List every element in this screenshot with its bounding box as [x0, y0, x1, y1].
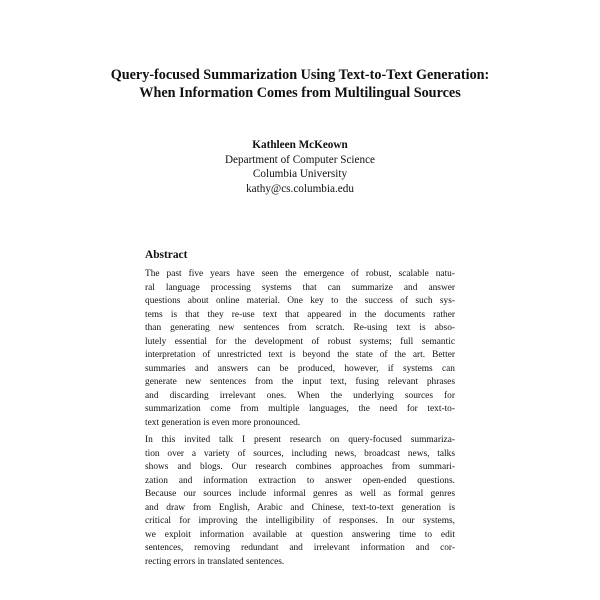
paragraph-line: The past five years have seen the emergence of robust, scalable natu-	[145, 269, 455, 279]
author-block	[100, 138, 500, 196]
paper-title	[40, 66, 560, 102]
paragraph-line: tems is that they re-use text that appeared in the documents rather	[145, 309, 455, 320]
paragraph-line: generate new sentences from the input text, fusing relevant phrases	[145, 377, 455, 388]
paragraph-line: sentences, removing redundant and irrelevant information and cor-	[145, 543, 455, 554]
paragraph-line: zation and information extraction to answer open-ended questions.	[145, 475, 455, 486]
paragraph-line: and discarding irrelevant ones. When the underlying sources for	[145, 390, 455, 401]
paragraph-line: text generation is even more pronounced.	[145, 418, 301, 429]
paragraph-line: summaries and answers can be produced, however, if systems can	[145, 363, 455, 374]
author-university: Columbia University	[252, 168, 348, 180]
author-name: Kathleen McKeown	[252, 139, 348, 151]
abstract-paragraph-1	[145, 268, 455, 431]
paragraph-line: and draw from English, Arabic and Chinese, text-to-text generation is	[145, 502, 455, 513]
paragraph-line: tion over a variety of sources, including news, broadcast news, talks	[145, 448, 455, 459]
paragraph-line: shows and blogs. Our research combines approaches from summari-	[145, 462, 455, 473]
paragraph-line: critical for improving the intelligibility of responses. In our systems,	[145, 516, 455, 527]
abstract-paragraph-2	[145, 434, 455, 569]
author-email: kathy@cs.columbia.edu	[246, 182, 354, 195]
paragraph-line: questions about online material. One key to the success of such sys-	[145, 296, 455, 307]
title-line-2: When Information Comes from Multilingual Sources	[139, 85, 461, 101]
abstract-heading: Abstract	[145, 249, 188, 261]
paragraph-line: summarization come from multiple languages, the need for text-to-	[145, 404, 455, 415]
paragraph-line: lutely essential for the development of robust systems; full semantic	[145, 336, 455, 347]
paragraph-line: In this invited talk I present research on query-focused summariza-	[145, 435, 455, 445]
paragraph-line: Because our sources include informal genres as well as formal genres	[145, 489, 455, 500]
paragraph-line: interpretation of unrestricted text is beyond the state of the art. Better	[145, 350, 455, 361]
paragraph-line: we exploit information available at question answering time to edit	[145, 529, 455, 540]
author-department: Department of Computer Science	[224, 153, 376, 166]
paragraph-line: than generating new sentences from scratch. Re-using text is abso-	[145, 323, 455, 334]
paragraph-line: recting errors in translated sentences.	[145, 556, 285, 567]
paragraph-line: ral language processing systems that can summarize and answer	[145, 282, 455, 293]
title-line-1: Query-focused Summarization Using Text-to-Text Generation:	[110, 67, 490, 83]
